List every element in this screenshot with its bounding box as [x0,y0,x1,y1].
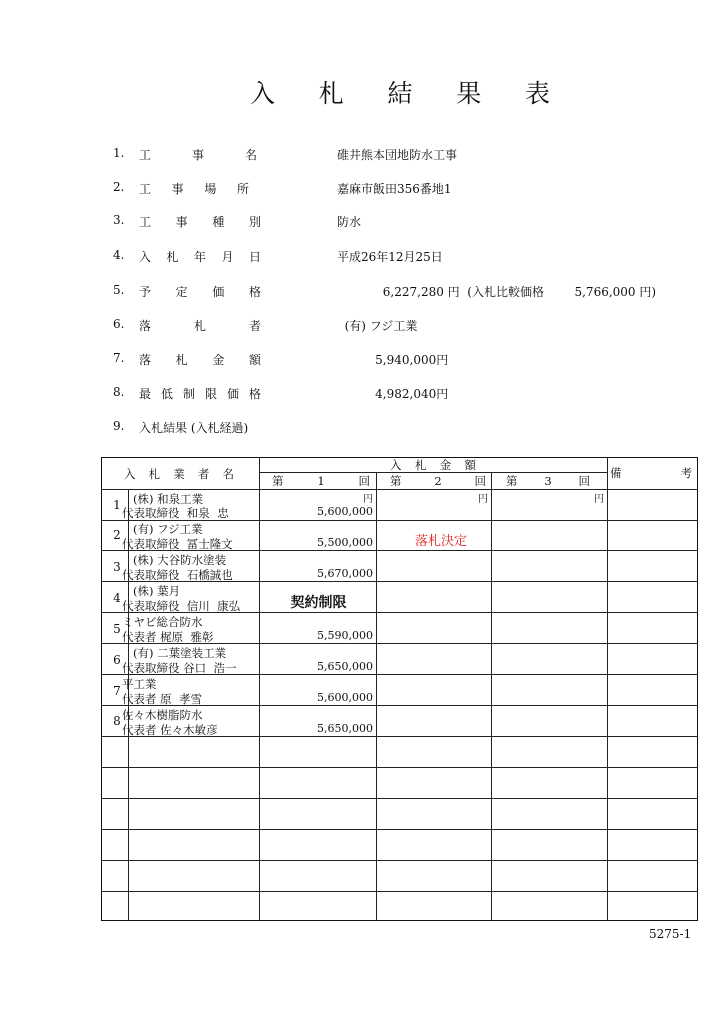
label-char: 名 [244,148,257,162]
row-number: 6 [113,653,121,667]
field-row-6 [0,317,720,337]
label-char: 格 [248,387,261,401]
yen-unit: 円 [594,494,604,505]
bidder-representative: 代表者 原 孝雪 [122,692,202,706]
yen-unit: 円 [478,494,488,505]
field-number: 8. [113,385,125,399]
gridline [102,829,698,830]
header-char: 回 [474,474,486,488]
field-value: 碓井熊本団地防水工事 [337,148,458,162]
field-value: 6,227,280 円 (入札比較価格 5,766,000 円) [337,285,657,299]
header-char: 入 [124,467,136,481]
label-char: 所 [236,182,249,196]
label-char: 定 [175,285,188,299]
field-row-9 [0,419,720,439]
label-char: 者 [248,319,261,333]
field-label [139,146,257,163]
bidder-company: 平工業 [122,677,157,691]
gridline [259,472,607,473]
label-char: 入 [139,250,152,264]
field-row-1 [0,146,720,166]
label-char: 限 [204,387,217,401]
gridline [102,891,698,892]
label-char: 別 [248,215,261,229]
bidder-company: (有) フジ工業 [133,522,203,536]
bid-amount-round-1: 5,650,000 [317,722,373,735]
field-number: 2. [113,180,125,194]
header-bid-amount [390,458,476,472]
header-bidder-name [124,467,234,481]
field-value: 5,940,000円 [337,353,449,367]
label-char: 最 [139,387,152,401]
field-label [139,248,261,265]
header-char: 2 [434,474,442,488]
field-row-7 [0,351,720,371]
field-label [139,283,261,300]
field-row-8 [0,385,720,405]
bid-amount-round-1: 5,600,000 [317,505,373,518]
label-char: 札 [175,353,188,367]
title-char: 果 [456,79,482,108]
label-char: 札 [166,250,179,264]
header-char: 第 [506,474,518,488]
row-number: 2 [113,528,121,542]
label-char: 落 [139,319,152,333]
bidder-representative: 代表者 佐々木敏彦 [122,723,218,737]
header-remarks [610,466,692,480]
row-number: 1 [113,498,121,512]
label-char: 低 [160,387,173,401]
bid-amount-round-1: 5,590,000 [317,629,373,642]
header-char: 回 [358,474,370,488]
page-number: 5275-1 [649,927,692,941]
title-char: 結 [387,79,413,108]
field-row-5 [0,283,720,303]
label-char: 価 [212,285,225,299]
bidder-company: (株) 大谷防水塗装 [133,553,227,567]
gridline [376,472,377,920]
bidder-representative: 代表取締役 石橋誠也 [122,568,233,582]
field-number: 3. [113,213,125,227]
header-char: 第 [390,474,402,488]
bidder-company: (株) 和泉工業 [133,492,204,506]
field-number: 7. [113,351,125,365]
field-value: 防水 [337,215,362,229]
row-number: 7 [113,684,121,698]
label-char: 制 [182,387,195,401]
label-char: 札 [193,319,206,333]
bidder-company: (有) 二葉塗装工業 [133,646,227,660]
label-char: 工 [139,182,152,196]
row-number: 4 [113,591,121,605]
header-char: 名 [222,467,234,481]
title-char: 札 [318,79,344,108]
header-char: 入 [390,458,402,472]
gridline [102,489,698,490]
label-char: 事 [175,215,188,229]
header-char: 札 [414,458,427,472]
gridline [607,458,608,920]
field-number: 1. [113,146,125,160]
header-char: 第 [272,474,284,488]
header-char: 額 [464,458,476,472]
gridline [102,798,698,799]
label-char: 工 [139,215,152,229]
label-char: 場 [204,182,217,196]
header-round-1 [272,474,370,488]
field-label [139,213,261,230]
label-char: 予 [139,285,152,299]
label-char: 額 [248,353,261,367]
header-char: 回 [578,474,590,488]
label-char: 金 [212,353,225,367]
field-value: 平成26年12月25日 [337,250,443,264]
gridline [102,767,698,768]
label-char: 事 [171,182,184,196]
field-label [139,385,261,402]
title-char: 入 [250,79,276,108]
header-char: 考 [680,466,692,480]
row-number: 3 [113,560,121,574]
field-label [139,180,249,197]
field-value: 4,982,040円 [337,387,449,401]
label-char: 価 [226,387,239,401]
bid-amount-round-1: 5,600,000 [317,691,373,704]
field-number: 9. [113,419,125,433]
field-label [139,351,261,368]
header-round-3 [506,474,590,488]
label-char: 事 [191,148,204,162]
bidder-company: 佐々木樹脂防水 [122,708,203,722]
winning-bid-note: 落札決定 [414,534,467,549]
field-number: 6. [113,317,125,331]
field-row-2 [0,180,720,200]
header-char: 業 [173,467,185,481]
field-label [139,317,261,334]
header-char: 3 [544,474,552,488]
bidder-representative: 代表者 梶原 雅彰 [122,630,214,644]
gridline [102,860,698,861]
field-label: 入札結果 (入札経過) [139,421,249,435]
bidder-representative: 代表取締役 冨士隆文 [122,537,233,551]
gridline [259,458,260,920]
field-value: (有) フジ工業 [337,319,418,333]
label-char: 月 [221,250,234,264]
bid-amount-round-1: 5,670,000 [317,567,373,580]
field-number: 5. [113,283,125,297]
header-char: 金 [439,458,452,472]
bid-amount-round-1: 5,500,000 [317,536,373,549]
bidder-company: (株) 葉月 [133,584,181,598]
field-number: 4. [113,248,125,262]
bidder-company: ミヤビ総合防水 [122,615,203,629]
header-char: 備 [610,466,622,480]
header-char: 1 [317,474,325,488]
bid-amount-round-1: 5,650,000 [317,660,373,673]
label-char: 落 [139,353,152,367]
field-value: 嘉麻市飯田356番地1 [337,182,452,196]
label-char: 年 [193,250,206,264]
label-char: 工 [139,148,152,162]
title-char: 表 [524,79,550,108]
label-char: 格 [248,285,261,299]
document-title [250,76,550,108]
bidder-representative: 代表取締役 信川 康弘 [122,599,241,613]
header-round-2 [390,474,486,488]
label-char: 種 [212,215,225,229]
field-row-3 [0,213,720,233]
label-char: 日 [248,250,261,264]
header-char: 者 [197,467,210,481]
row-number: 8 [113,714,121,728]
bidder-representative: 代表取締役 谷口 浩一 [122,661,237,675]
field-row-4 [0,248,720,268]
yen-unit: 円 [363,494,373,505]
row-number: 5 [113,622,121,636]
contract-restriction-note: 契約制限 [290,595,347,611]
bidder-representative: 代表取締役 和泉 忠 [122,506,229,520]
header-char: 札 [148,467,161,481]
